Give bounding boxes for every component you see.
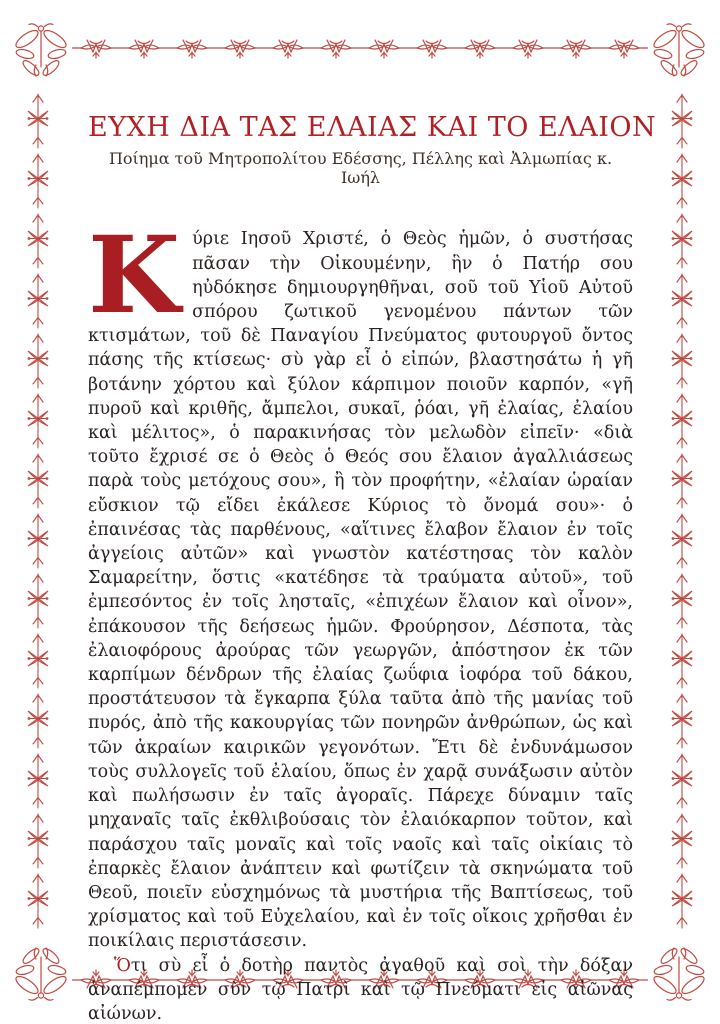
corner-ornament-top-left-icon	[13, 21, 69, 85]
drop-cap-initial: Κ	[88, 212, 181, 338]
corner-ornament-top-right-icon	[651, 21, 707, 85]
prayer-body	[88, 212, 633, 1024]
corner-ornament-bottom-right-icon	[651, 939, 707, 1003]
ornamental-border-left	[24, 92, 52, 932]
page-title: ΕΥΧΗ ΔΙΑ ΤΑΣ ΕΛΑΙΑΣ ΚΑΙ ΤΟ ΕΛΑΙΟΝ	[88, 112, 657, 143]
page-subtitle: Ποίημα τοῦ Μητροπολίτου Εδέσσης, Πέλλης καὶ Ἀλμωπίας κ. Ιωήλ	[108, 149, 613, 188]
prayer-paragraph-1	[88, 212, 633, 953]
prayer-content	[88, 112, 657, 1024]
corner-ornament-bottom-left-icon	[13, 939, 69, 1003]
paragraph-red-initial: Ὅ	[114, 955, 131, 976]
ornamental-border-right	[668, 92, 696, 932]
prayer-paragraph-2	[88, 954, 633, 1024]
paragraph-text: τι σὺ εἶ ὁ δοτὴρ παντὸς ἀγαθοῦ καὶ σοὶ τὴν δόξαν ἀναπέμπομεν σὺν τῷ Πατρὶ καὶ τῷ Πνεύματι εἰς αἰῶνας αἰώνων.	[88, 955, 633, 1024]
ornamental-border-top	[72, 33, 648, 61]
paragraph-text: ύριε Ιησοῦ Χριστέ, ὁ Θεὸς ἡμῶν, ὁ συστήσας πᾶσαν τὴν Οἰκουμένην, ἣν ὁ Πατήρ σου ηὐδόκησε δημιουργηθῆναι, σοῦ τοῦ Υἱοῦ Αὐτοῦ σπόρου ζωτικοῦ γενομένου πάντων τῶν κτισμάτων, τοῦ δὲ Παναγίου Πνεύματος φυτουργοῦ ὄντος πάσης τῆς κτίσεως· σὺ γὰρ εἶ ὁ εἰπών, βλαστησάτω ἡ γῆ βοτάνην χόρτου καὶ ξύλον κάρπιμον ποιοῦν καρπόν, «γῆ πυροῦ καὶ κριθῆς, ἄμπελοι, συκαῖ, ῥόαι, γῆ ἐλαίας, ἐλαίου καὶ μέλιτος», ὁ παρακινήσας τὸν μελωδὸν εἰπεῖν· «διὰ τοῦτο ἔχρισέ σε ὁ Θεὸς ὁ Θεός σου ἔλαιον ἀγαλλιάσεως παρὰ τοὺς μετόχους σου», ἢ τὸν προφήτην, «ἐλαίαν ὡραίαν εὔσκιον τῷ εἴδει ἐκάλεσε Κύριος τὸ ὄνομά σου»· ὁ ἐπαινέσας τὰς παρθένους, «αἵτινες ἔλαβον ἔλαιον ἐν τοῖς ἀγγείοις αὐτῶν» καὶ γνωστὸν κατέστησας τὸν καλὸν Σαμαρείτην, ὅστις «κατέδησε τὰ τραύματα αὐτοῦ», τοῦ ἐμπεσόντος ἐν τοῖς λησταῖς, «ἐπιχέων ἔλαιον καὶ οἶνον», ἐπάκουσον τῆς δεήσεως ἡμῶν. Φρούρησον, Δέσποτα, τὰς ἐλαιοφόρους ἀρούρας τῶν γεωργῶν, ἀπόστησον ἐκ τῶν καρπίμων δένδρων τῆς ἐλαίας ζωΰφια ἰοφόρα τοῦ δάκου, προστάτευσον τὰ ἔγκαρπα ξύλα ταῦτα ἀπὸ τῆς μανίας τοῦ πυρός, ἀπὸ τῆς κακουργίας τῶν πονηρῶν ἀνθρώπων, ὡς καὶ τῶν ἀκραίων καιρικῶν γεγονότων. Ἔτι δὲ ἐνδυνάμωσον τοὺς συλλογεῖς τοῦ ἐλαίου, ὅπως ἐν χαρᾷ συνάξωσιν αὐτὸν καὶ πωλήσωσιν ἐν ταῖς ἀγοραῖς. Πάρεχε δύναμιν ταῖς μηχαναῖς ταῖς ἐκθλιβούσαις τὸν ἐλαιόκαρπον τοῦτον, καὶ παράσχου ταῖς μοναῖς καὶ τοῖς ναοῖς καὶ ταῖς οἰκίαις τὸ ἐπαρκὲς ἔλαιον ἀνάπτειν καὶ φωτίζειν τὰ σκηνώματα τοῦ Θεοῦ, ποιεῖν εὐσχημόνως τὰ μυστήρια τῆς Βαπτίσεως, τοῦ χρίσματος καὶ τοῦ Εὐχελαίου, καὶ ἐν τοῖς οἴκοις χρῆσθαι ἐν ποικίλαις περιστάσεσιν.	[88, 229, 633, 952]
